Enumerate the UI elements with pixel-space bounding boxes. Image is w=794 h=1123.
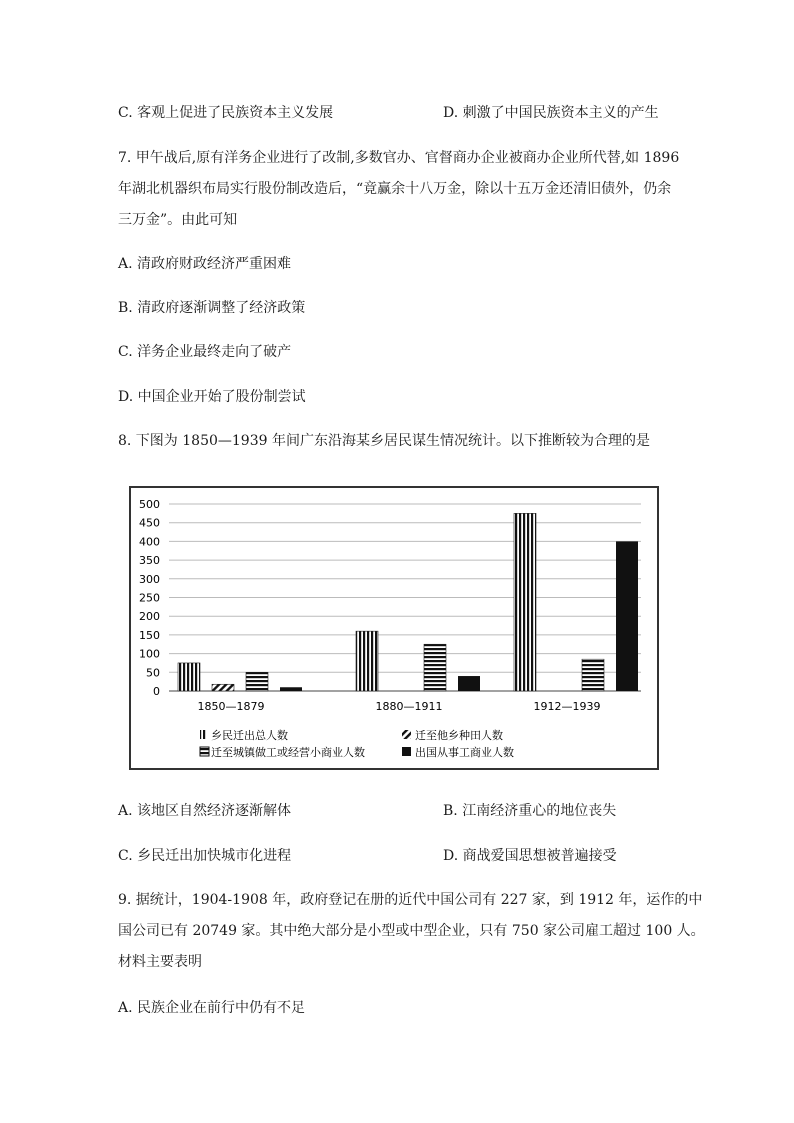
y-tick-label: 200 (139, 610, 160, 624)
q6-option-d: D. 刺激了中国民族资本主义的产生 (443, 105, 659, 121)
bar-2-1850—1879 (212, 684, 234, 691)
bar-3-1850—1879 (246, 672, 268, 691)
q7-option-d: D. 中国企业开始了股份制尝试 (118, 389, 306, 405)
bar-3-1880—1911 (424, 644, 446, 691)
legend-label-3: 迁至城镇做工或经营小商业人数 (211, 746, 365, 759)
bar-1-1880—1911 (356, 631, 378, 691)
bar-1-1850—1879 (178, 663, 200, 691)
q7-option-a: A. 清政府财政经济严重困难 (118, 256, 292, 272)
y-tick-label: 100 (139, 647, 160, 661)
bar-3-1912—1939 (582, 659, 604, 691)
legend-item-3 (200, 745, 365, 759)
legend-label-1: 乡民迁出总人数 (211, 729, 288, 742)
q9-stem-line3: 材料主要表明 (118, 954, 202, 970)
q8-chart (129, 486, 659, 770)
x-tick-label: 1880—1911 (375, 700, 443, 713)
q7-option-c: C. 洋务企业最终走向了破产 (118, 344, 292, 360)
y-tick-label: 450 (139, 516, 160, 530)
legend-swatch-4 (402, 747, 411, 756)
q8-option-d: D. 商战爱国思想被普遍接受 (443, 848, 617, 864)
legend-swatch-3 (200, 747, 209, 756)
y-tick-label: 150 (139, 628, 160, 642)
q7-stem-line2: 年湖北机器织布局实行股份制改造后，“竟赢余十八万金，除以十五万金还清旧债外，仍余 (118, 181, 672, 197)
legend-swatch-2 (402, 730, 411, 739)
x-tick-label: 1912—1939 (533, 700, 601, 713)
y-tick-label: 400 (139, 535, 160, 549)
bar-4-1912—1939 (616, 541, 638, 691)
q6-option-c: C. 客观上促进了民族资本主义发展 (118, 105, 334, 121)
x-tick-label: 1850—1879 (197, 700, 265, 713)
y-tick-label: 500 (139, 498, 160, 511)
q9-stem-line1: 9. 据统计，1904-1908 年，政府登记在册的近代中国公司有 227 家，到 1912 年，运作的中 (118, 892, 703, 908)
bar-1-1912—1939 (514, 513, 536, 691)
y-tick-label: 50 (146, 666, 160, 680)
q8-option-c: C. 乡民迁出加快城市化进程 (118, 848, 292, 864)
y-tick-label: 350 (139, 554, 160, 568)
bar-4-1880—1911 (458, 676, 480, 691)
legend-item-2 (402, 728, 503, 742)
q7-stem-line1: 7. 甲午战后,原有洋务企业进行了改制,多数官办、官督商办企业被商办企业所代替,如 1896 (118, 150, 680, 166)
legend-swatch-1 (200, 730, 207, 739)
q9-option-a: A. 民族企业在前行中仍有不足 (118, 1000, 306, 1016)
y-tick-label: 0 (153, 685, 160, 698)
legend-label-4: 出国从事工商业人数 (415, 746, 514, 759)
q9-stem-line2: 国公司已有 20749 家。其中绝大部分是小型或中型企业，只有 750 家公司雇工超过 100 人。 (118, 923, 705, 939)
q8-stem: 8. 下图为 1850—1939 年间广东沿海某乡居民谋生情况统计。以下推断较为合理的是 (118, 433, 650, 449)
legend-item-4 (402, 745, 514, 759)
bar-4-1850—1879 (280, 687, 302, 691)
bar-chart-svg (131, 488, 657, 768)
q8-option-a: A. 该地区自然经济逐渐解体 (118, 803, 292, 819)
legend-label-2: 迁至他乡种田人数 (415, 729, 503, 742)
q7-stem-line3: 三万金”。由此可知 (118, 212, 238, 228)
y-tick-label: 250 (139, 591, 160, 605)
q8-option-b: B. 江南经济重心的地位丧失 (443, 803, 617, 819)
q7-option-b: B. 清政府逐渐调整了经济政策 (118, 300, 306, 316)
legend-item-1 (200, 728, 288, 742)
y-tick-label: 300 (139, 572, 160, 586)
